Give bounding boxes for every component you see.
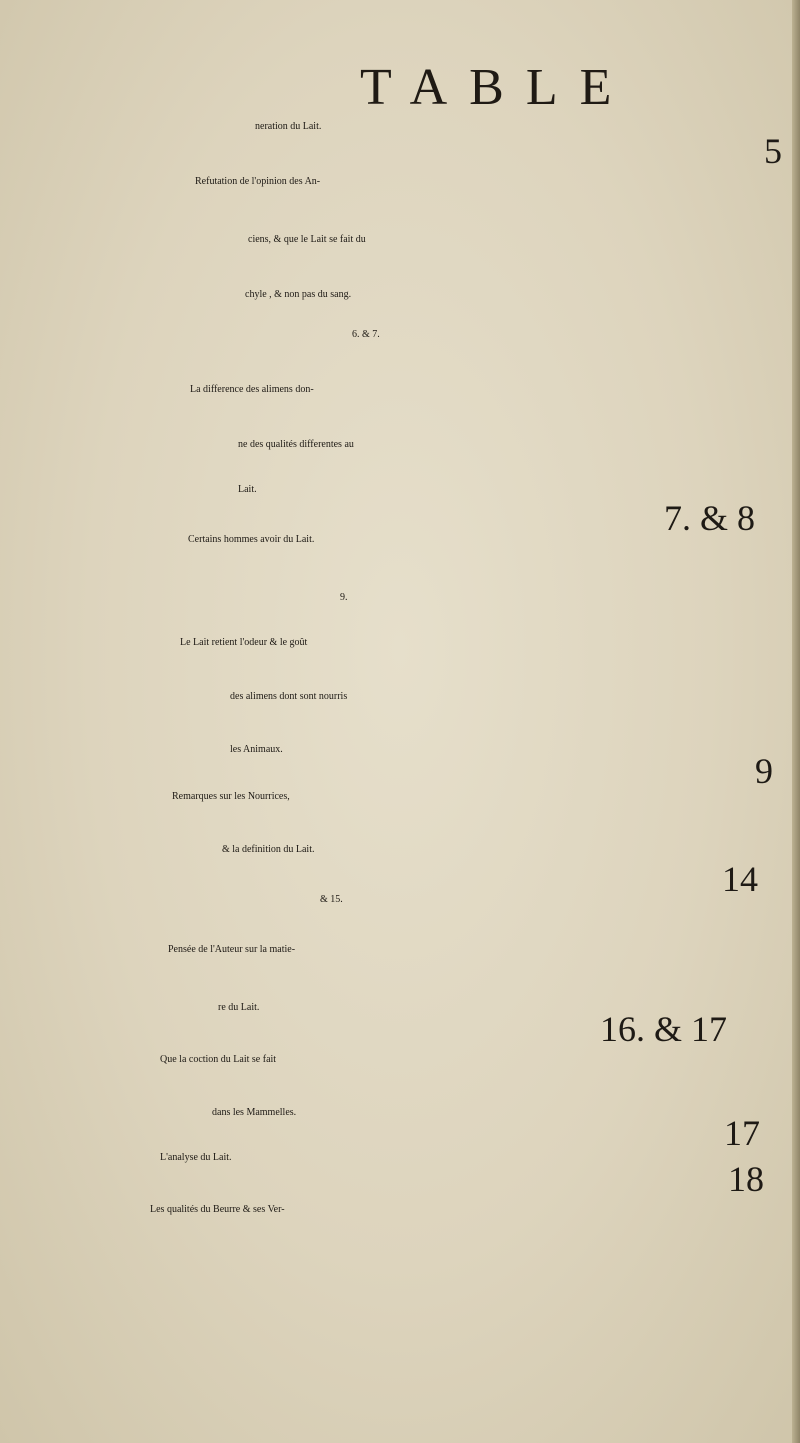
toc-line-17: Pensée de l'Auteur sur la matie- xyxy=(168,944,296,955)
toc-line-5: 6. & 7. xyxy=(352,329,380,340)
toc-line-7: ne des qualités differentes au xyxy=(238,439,354,450)
toc-page-21: 18 xyxy=(728,1159,764,1199)
toc-page-18: 16. & 17 xyxy=(600,1009,728,1049)
toc-line-14: Remarques sur les Nourrices, xyxy=(172,791,290,802)
toc-line-19: Que la coction du Lait se fait xyxy=(160,1054,277,1065)
toc-line-15: & la definition du Lait. xyxy=(222,844,315,855)
running-header: TABLE xyxy=(360,59,634,116)
toc-page-15: 14 xyxy=(722,859,758,899)
toc-page-8: 7. & 8 xyxy=(664,498,756,538)
toc-line-12: des alimens dont sont nourris xyxy=(230,691,348,702)
toc-line-13: les Animaux. xyxy=(230,744,283,755)
toc-page-20: 17 xyxy=(724,1113,760,1153)
page-edge xyxy=(792,0,800,1443)
toc-line-18: re du Lait. xyxy=(218,1002,260,1013)
toc-page-13: 9 xyxy=(755,751,773,791)
toc-line-16: & 15. xyxy=(320,894,343,905)
toc-line-2: Refutation de l'opinion des An- xyxy=(195,176,321,187)
toc-line-8: Lait. xyxy=(238,484,257,495)
toc-page-1: 5 xyxy=(764,131,782,171)
toc-line-9: Certains hommes avoir du Lait. xyxy=(188,534,315,545)
toc-line-22: Les qualités du Beurre & ses Ver- xyxy=(150,1204,285,1215)
toc-line-6: La difference des alimens don- xyxy=(190,384,314,395)
toc-line-3: ciens, & que le Lait se fait du xyxy=(248,234,366,245)
toc-line-11: Le Lait retient l'odeur & le goût xyxy=(180,637,308,648)
toc-line-20: dans les Mammelles. xyxy=(212,1107,297,1118)
toc-line-21: L'analyse du Lait. xyxy=(160,1152,232,1163)
toc-line-4: chyle , & non pas du sang. xyxy=(245,289,352,300)
toc-line-10: 9. xyxy=(340,592,348,603)
toc-line-1: neration du Lait. xyxy=(255,121,322,132)
